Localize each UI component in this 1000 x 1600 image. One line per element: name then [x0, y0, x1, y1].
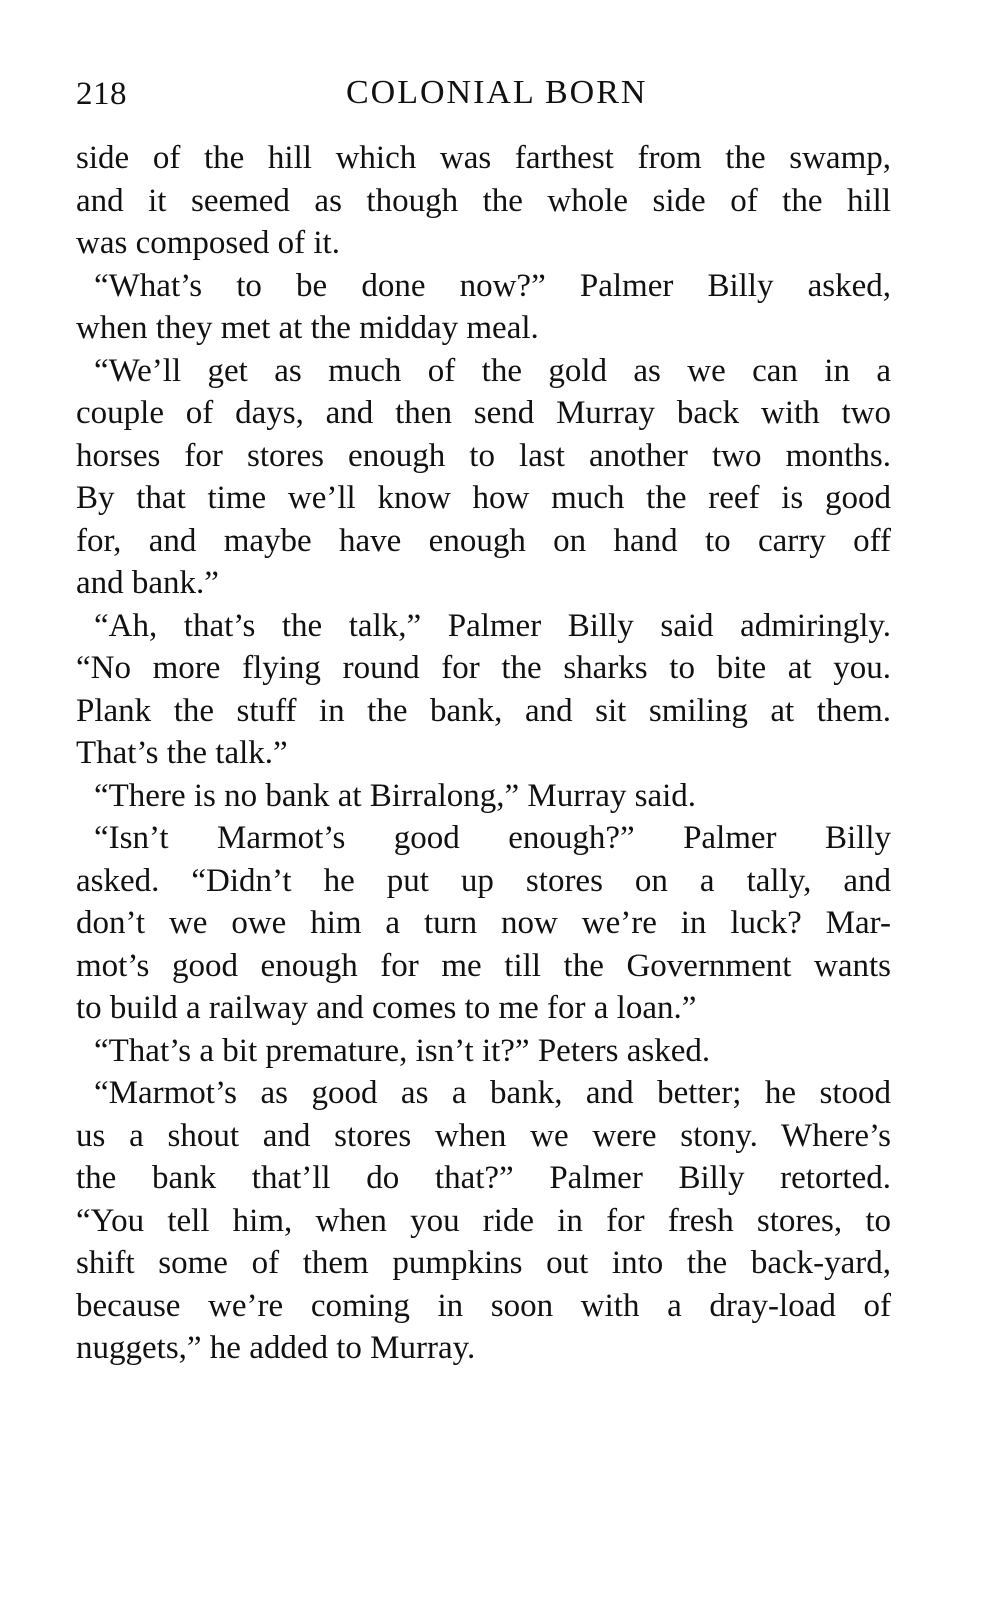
text-line: Plank the stuff in the bank, and sit smiling at them.: [76, 692, 891, 729]
book-title: COLONIAL BORN: [346, 74, 648, 111]
text-line: nuggets,” he added to Murray.: [76, 1330, 476, 1366]
text-line: for, and maybe have enough on hand to carry off: [76, 522, 891, 559]
text-line: shift some of them pumpkins out into the back-yard,: [76, 1245, 891, 1281]
text-line: because we’re coming in soon with a dray-load of: [76, 1287, 891, 1324]
text-line: when they met at the midday meal.: [76, 310, 539, 346]
text-line: “What’s to be done now?” Palmer Billy asked,: [94, 267, 891, 304]
text-line: “Ah, that’s the talk,” Palmer Billy said admiringly.: [94, 607, 891, 644]
running-head: [76, 70, 891, 120]
text-line: “No more flying round for the sharks to bite at you.: [76, 650, 891, 686]
text-line: the bank that’ll do that?” Palmer Billy retorted.: [76, 1160, 891, 1196]
text-line: “There is no bank at Birralong,” Murray said.: [94, 777, 697, 814]
text-line: mot’s good enough for me till the Government wants: [76, 947, 891, 984]
text-line: and bank.”: [76, 565, 219, 601]
text-line: asked. “Didn’t he put up stores on a tally, and: [76, 862, 891, 899]
text-line: and it seemed as though the whole side of the hill: [76, 182, 891, 219]
text-line: By that time we’ll know how much the reef is good: [76, 480, 891, 516]
text-line: to build a railway and comes to me for a loan.”: [76, 990, 697, 1026]
text-line: us a shout and stores when we were stony. Where’s: [76, 1117, 891, 1154]
text-line: That’s the talk.”: [76, 735, 288, 771]
text-line: “You tell him, when you ride in for fresh stores, to: [76, 1202, 891, 1239]
text-line: “That’s a bit premature, isn’t it?” Peters asked.: [94, 1032, 711, 1069]
body-text: [76, 137, 891, 1370]
page-number: 218: [76, 76, 127, 112]
text-line: don’t we owe him a turn now we’re in luck? Mar-: [76, 905, 891, 941]
text-line: “We’ll get as much of the gold as we can in a: [94, 352, 891, 389]
text-line: couple of days, and then send Murray back with two: [76, 395, 891, 431]
text-line: horses for stores enough to last another two months.: [76, 437, 891, 474]
text-line: side of the hill which was farthest from the swamp,: [76, 140, 891, 176]
text-line: was composed of it.: [76, 225, 340, 261]
text-line: “Marmot’s as good as a bank, and better; he stood: [94, 1075, 891, 1111]
text-line: “Isn’t Marmot’s good enough?” Palmer Billy: [94, 820, 891, 856]
